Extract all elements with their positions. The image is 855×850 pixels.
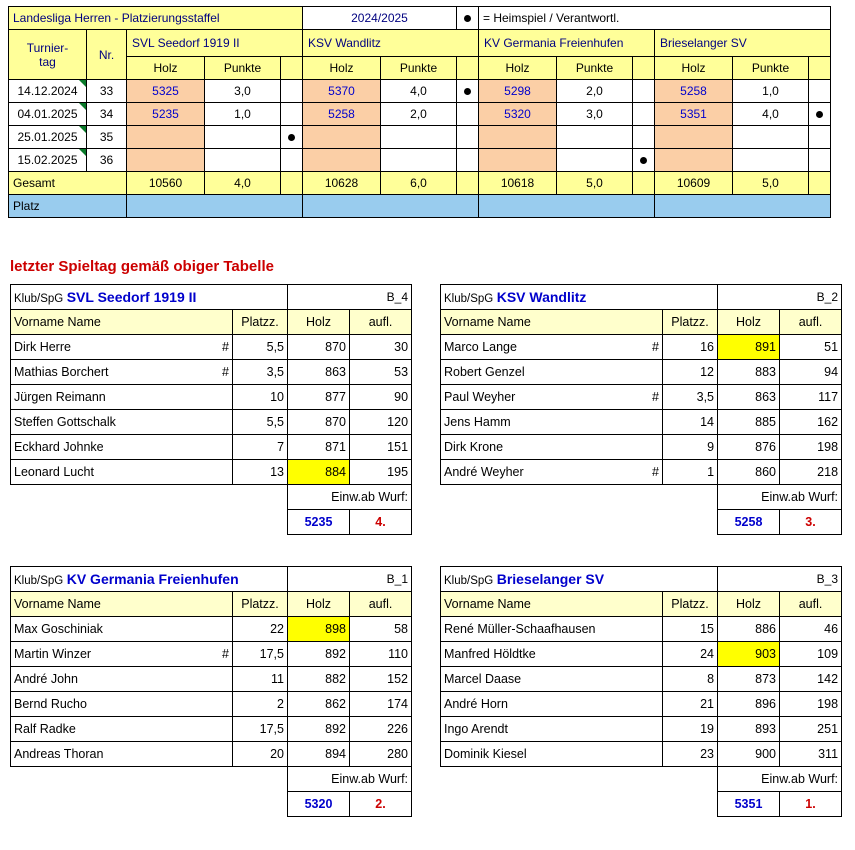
club-code: B_4 [288, 285, 412, 310]
document-title: Landesliga Herren - Platzierungsstaffel [9, 7, 303, 30]
team-header-3: KV Germania Freienhufen [479, 30, 655, 57]
sum-row [11, 792, 412, 817]
player-aufl: 51 [780, 335, 842, 360]
player-aufl: 117 [780, 385, 842, 410]
gesamt-pad-2 [457, 172, 479, 195]
player-aufl: 226 [350, 717, 412, 742]
player-name: Mathias Borchert # [11, 360, 233, 385]
player-aufl: 311 [780, 742, 842, 767]
home-marker [457, 149, 479, 172]
club-code: B_3 [718, 567, 842, 592]
nr-header: Nr. [87, 30, 127, 80]
score-holz: 5325 [127, 80, 205, 103]
team-block-seedorf [10, 284, 411, 535]
col-name: Vorname Name [441, 310, 663, 335]
player-row [11, 460, 412, 485]
col-platz: Platzz. [233, 310, 288, 335]
player-holz: 900 [718, 742, 780, 767]
club-title [11, 567, 288, 592]
home-marker-icon [633, 149, 655, 172]
col-aufl: aufl. [350, 310, 412, 335]
score-holz: 5235 [127, 103, 205, 126]
col-name: Vorname Name [11, 310, 233, 335]
home-col-2 [457, 57, 479, 80]
home-marker [809, 80, 831, 103]
sum-label: Einw.ab Wurf: [718, 767, 842, 792]
club-label: Klub/SpG [14, 293, 64, 305]
col-aufl: aufl. [780, 592, 842, 617]
player-platz: 14 [663, 410, 718, 435]
player-holz: 898 [288, 617, 350, 642]
player-aufl: 198 [780, 435, 842, 460]
punkte-header-3: Punkte [557, 57, 633, 80]
platz-value-2 [303, 195, 479, 218]
total-row [9, 172, 831, 195]
player-name: Max Goschiniak [11, 617, 233, 642]
player-holz: 870 [288, 335, 350, 360]
team-rank: 1. [780, 792, 842, 817]
round-date: 14.12.2024 [9, 80, 87, 103]
club-title [441, 285, 718, 310]
subheader-row [9, 57, 831, 80]
player-row [11, 692, 412, 717]
home-marker-icon [281, 126, 303, 149]
player-holz: 877 [288, 385, 350, 410]
player-name: Dominik Kiesel [441, 742, 663, 767]
player-aufl: 142 [780, 667, 842, 692]
score-punkte [381, 149, 457, 172]
player-aufl: 30 [350, 335, 412, 360]
team-total: 5235 [288, 510, 350, 535]
round-row [9, 126, 831, 149]
player-aufl: 53 [350, 360, 412, 385]
player-name: Martin Winzer # [11, 642, 233, 667]
player-holz: 892 [288, 642, 350, 667]
home-mark: # [652, 340, 659, 354]
col-platz: Platzz. [663, 592, 718, 617]
player-name: Dirk Herre # [11, 335, 233, 360]
column-header-row [11, 310, 412, 335]
player-holz: 883 [718, 360, 780, 385]
player-platz: 8 [663, 667, 718, 692]
player-holz: 894 [288, 742, 350, 767]
team-rank: 2. [350, 792, 412, 817]
column-header-row [11, 592, 412, 617]
score-punkte: 3,0 [205, 80, 281, 103]
player-holz: 886 [718, 617, 780, 642]
home-mark: # [222, 365, 229, 379]
home-mark: # [222, 647, 229, 661]
col-holz: Holz [288, 310, 350, 335]
player-aufl: 94 [780, 360, 842, 385]
punkte-header-2: Punkte [381, 57, 457, 80]
player-row [11, 410, 412, 435]
player-row [441, 360, 842, 385]
player-row [441, 335, 842, 360]
platz-label: Platz [9, 195, 127, 218]
player-aufl: 280 [350, 742, 412, 767]
player-row [441, 435, 842, 460]
block-title-row [11, 285, 412, 310]
home-col-4 [809, 57, 831, 80]
col-platz: Platzz. [663, 310, 718, 335]
round-nr: 35 [87, 126, 127, 149]
player-row [441, 717, 842, 742]
club-title [441, 567, 718, 592]
score-holz: 5258 [655, 80, 733, 103]
sum-label-row [11, 767, 412, 792]
player-aufl: 90 [350, 385, 412, 410]
player-row [441, 385, 842, 410]
player-platz: 15 [663, 617, 718, 642]
score-holz [303, 149, 381, 172]
page-root [0, 6, 855, 850]
home-mark: # [222, 340, 229, 354]
club-label: Klub/SpG [444, 575, 494, 587]
player-platz: 19 [663, 717, 718, 742]
col-holz: Holz [718, 310, 780, 335]
player-platz: 7 [233, 435, 288, 460]
player-name: René Müller-Schaafhausen [441, 617, 663, 642]
score-punkte [733, 126, 809, 149]
section-headline: letzter Spieltag gemäß obiger Tabelle [10, 258, 274, 275]
platz-value-1 [127, 195, 303, 218]
gesamt-pad-3 [633, 172, 655, 195]
sum-row [11, 510, 412, 535]
col-platz: Platzz. [233, 592, 288, 617]
col-name: Vorname Name [11, 592, 233, 617]
gesamt-punkte-4: 5,0 [733, 172, 809, 195]
club-name: KV Germania Freienhufen [66, 571, 239, 587]
club-name: KSV Wandlitz [496, 289, 587, 305]
player-platz: 10 [233, 385, 288, 410]
player-name: Manfred Höldtke [441, 642, 663, 667]
player-holz: 871 [288, 435, 350, 460]
player-platz: 2 [233, 692, 288, 717]
player-row [441, 667, 842, 692]
player-aufl: 151 [350, 435, 412, 460]
club-name: Brieselanger SV [496, 571, 605, 587]
player-platz: 11 [233, 667, 288, 692]
score-holz [655, 126, 733, 149]
block-title-row [441, 567, 842, 592]
home-marker-icon [809, 103, 831, 126]
sum-label: Einw.ab Wurf: [288, 485, 412, 510]
player-name: Eckhard Johnke [11, 435, 233, 460]
team-header-row [9, 30, 831, 57]
player-row [441, 692, 842, 717]
player-platz: 16 [663, 335, 718, 360]
player-holz: 885 [718, 410, 780, 435]
column-header-row [441, 310, 842, 335]
club-code: B_1 [288, 567, 412, 592]
home-marker [809, 126, 831, 149]
gesamt-pad-1 [281, 172, 303, 195]
home-marker [633, 80, 655, 103]
player-platz: 12 [663, 360, 718, 385]
col-aufl: aufl. [780, 310, 842, 335]
player-platz: 5,5 [233, 410, 288, 435]
round-nr: 34 [87, 103, 127, 126]
score-punkte: 4,0 [733, 103, 809, 126]
player-name: Robert Genzel [441, 360, 663, 385]
player-holz: 884 [288, 460, 350, 485]
player-name: Andreas Thoran [11, 742, 233, 767]
score-holz [127, 126, 205, 149]
score-holz: 5298 [479, 80, 557, 103]
team-header-2: KSV Wandlitz [303, 30, 479, 57]
player-name: Dirk Krone [441, 435, 663, 460]
home-marker [457, 103, 479, 126]
home-marker [281, 149, 303, 172]
player-platz: 9 [663, 435, 718, 460]
player-row [441, 617, 842, 642]
player-platz: 3,5 [233, 360, 288, 385]
score-punkte: 2,0 [381, 103, 457, 126]
club-title [11, 285, 288, 310]
sum-label-row [441, 485, 842, 510]
player-holz: 863 [718, 385, 780, 410]
player-name: Steffen Gottschalk [11, 410, 233, 435]
team-block-germania [10, 566, 411, 817]
gesamt-punkte-2: 6,0 [381, 172, 457, 195]
sum-label-row [11, 485, 412, 510]
turniertag-header: Turnier- tag [9, 30, 87, 80]
team-total: 5258 [718, 510, 780, 535]
sum-label-row [441, 767, 842, 792]
team-header-4: Brieselanger SV [655, 30, 831, 57]
player-aufl: 162 [780, 410, 842, 435]
round-date: 04.01.2025 [9, 103, 87, 126]
score-punkte: 1,0 [733, 80, 809, 103]
player-platz: 20 [233, 742, 288, 767]
team-header-1: SVL Seedorf 1919 II [127, 30, 303, 57]
col-holz: Holz [718, 592, 780, 617]
home-dot-legend-icon [457, 7, 479, 30]
punkte-header-4: Punkte [733, 57, 809, 80]
home-marker-icon [457, 80, 479, 103]
score-holz [479, 149, 557, 172]
player-name: André John [11, 667, 233, 692]
player-name: André Horn [441, 692, 663, 717]
gesamt-holz-4: 10609 [655, 172, 733, 195]
player-name: Marco Lange # [441, 335, 663, 360]
player-platz: 5,5 [233, 335, 288, 360]
player-holz: 862 [288, 692, 350, 717]
player-row [11, 617, 412, 642]
club-name: SVL Seedorf 1919 II [66, 289, 197, 305]
player-aufl: 251 [780, 717, 842, 742]
team-block-wandlitz [440, 284, 841, 535]
player-name: Paul Weyher # [441, 385, 663, 410]
score-punkte [205, 126, 281, 149]
sum-label: Einw.ab Wurf: [718, 485, 842, 510]
score-holz: 5351 [655, 103, 733, 126]
home-marker [633, 126, 655, 149]
club-label: Klub/SpG [14, 575, 64, 587]
score-punkte [381, 126, 457, 149]
gesamt-holz-3: 10618 [479, 172, 557, 195]
player-name: Leonard Lucht [11, 460, 233, 485]
team-total: 5351 [718, 792, 780, 817]
player-row [11, 742, 412, 767]
block-title-row [11, 567, 412, 592]
player-platz: 1 [663, 460, 718, 485]
player-name: André Weyher # [441, 460, 663, 485]
home-marker [809, 149, 831, 172]
player-row [11, 717, 412, 742]
score-punkte [733, 149, 809, 172]
holz-header-3: Holz [479, 57, 557, 80]
sum-label: Einw.ab Wurf: [288, 767, 412, 792]
score-punkte [557, 126, 633, 149]
player-name: Ralf Radke [11, 717, 233, 742]
round-date: 25.01.2025 [9, 126, 87, 149]
gesamt-punkte-1: 4,0 [205, 172, 281, 195]
player-aufl: 195 [350, 460, 412, 485]
player-row [11, 335, 412, 360]
punkte-header-1: Punkte [205, 57, 281, 80]
title-row [9, 7, 831, 30]
sum-row [441, 792, 842, 817]
player-holz: 893 [718, 717, 780, 742]
player-holz: 896 [718, 692, 780, 717]
score-holz [479, 126, 557, 149]
player-platz: 17,5 [233, 717, 288, 742]
club-code: B_2 [718, 285, 842, 310]
player-aufl: 198 [780, 692, 842, 717]
gesamt-holz-2: 10628 [303, 172, 381, 195]
player-holz: 892 [288, 717, 350, 742]
home-marker [633, 103, 655, 126]
col-aufl: aufl. [350, 592, 412, 617]
player-aufl: 152 [350, 667, 412, 692]
home-col-3 [633, 57, 655, 80]
score-holz: 5258 [303, 103, 381, 126]
player-holz: 891 [718, 335, 780, 360]
player-name: Ingo Arendt [441, 717, 663, 742]
home-mark: # [652, 465, 659, 479]
column-header-row [441, 592, 842, 617]
player-holz: 882 [288, 667, 350, 692]
player-aufl: 120 [350, 410, 412, 435]
platz-row [9, 195, 831, 218]
holz-header-1: Holz [127, 57, 205, 80]
player-aufl: 218 [780, 460, 842, 485]
round-row [9, 103, 831, 126]
round-nr: 33 [87, 80, 127, 103]
score-holz [655, 149, 733, 172]
gesamt-holz-1: 10560 [127, 172, 205, 195]
legend-text: = Heimspiel / Verantwortl. [479, 7, 831, 30]
gesamt-pad-4 [809, 172, 831, 195]
player-platz: 21 [663, 692, 718, 717]
player-row [11, 642, 412, 667]
home-marker [457, 126, 479, 149]
col-holz: Holz [288, 592, 350, 617]
round-nr: 36 [87, 149, 127, 172]
player-row [11, 360, 412, 385]
player-aufl: 58 [350, 617, 412, 642]
score-holz [127, 149, 205, 172]
round-date: 15.02.2025 [9, 149, 87, 172]
player-platz: 3,5 [663, 385, 718, 410]
player-name: Bernd Rucho [11, 692, 233, 717]
player-holz: 873 [718, 667, 780, 692]
score-punkte: 1,0 [205, 103, 281, 126]
player-holz: 863 [288, 360, 350, 385]
round-row [9, 149, 831, 172]
player-row [441, 642, 842, 667]
score-holz [303, 126, 381, 149]
player-platz: 13 [233, 460, 288, 485]
home-mark: # [652, 390, 659, 404]
player-holz: 903 [718, 642, 780, 667]
player-row [441, 460, 842, 485]
player-aufl: 110 [350, 642, 412, 667]
home-col-1 [281, 57, 303, 80]
player-aufl: 174 [350, 692, 412, 717]
home-marker [281, 103, 303, 126]
sum-row [441, 510, 842, 535]
home-marker [281, 80, 303, 103]
player-platz: 23 [663, 742, 718, 767]
score-punkte: 2,0 [557, 80, 633, 103]
score-punkte: 4,0 [381, 80, 457, 103]
score-punkte [205, 149, 281, 172]
player-platz: 24 [663, 642, 718, 667]
player-name: Jens Hamm [441, 410, 663, 435]
team-rank: 3. [780, 510, 842, 535]
holz-header-2: Holz [303, 57, 381, 80]
player-row [441, 742, 842, 767]
gesamt-punkte-3: 5,0 [557, 172, 633, 195]
score-holz: 5370 [303, 80, 381, 103]
score-holz: 5320 [479, 103, 557, 126]
col-name: Vorname Name [441, 592, 663, 617]
score-punkte: 3,0 [557, 103, 633, 126]
holz-header-4: Holz [655, 57, 733, 80]
player-row [11, 435, 412, 460]
platz-value-3 [479, 195, 655, 218]
player-name: Jürgen Reimann [11, 385, 233, 410]
platz-value-4 [655, 195, 831, 218]
player-holz: 870 [288, 410, 350, 435]
player-row [11, 385, 412, 410]
player-platz: 17,5 [233, 642, 288, 667]
player-row [441, 410, 842, 435]
player-row [11, 667, 412, 692]
season-label: 2024/2025 [303, 7, 457, 30]
team-block-brieselang [440, 566, 841, 817]
player-name: Marcel Daase [441, 667, 663, 692]
player-aufl: 109 [780, 642, 842, 667]
team-total: 5320 [288, 792, 350, 817]
round-row [9, 80, 831, 103]
club-label: Klub/SpG [444, 293, 494, 305]
block-title-row [441, 285, 842, 310]
team-rank: 4. [350, 510, 412, 535]
score-punkte [557, 149, 633, 172]
gesamt-label: Gesamt [9, 172, 127, 195]
player-platz: 22 [233, 617, 288, 642]
player-holz: 860 [718, 460, 780, 485]
player-holz: 876 [718, 435, 780, 460]
player-aufl: 46 [780, 617, 842, 642]
standings-table [8, 6, 831, 218]
